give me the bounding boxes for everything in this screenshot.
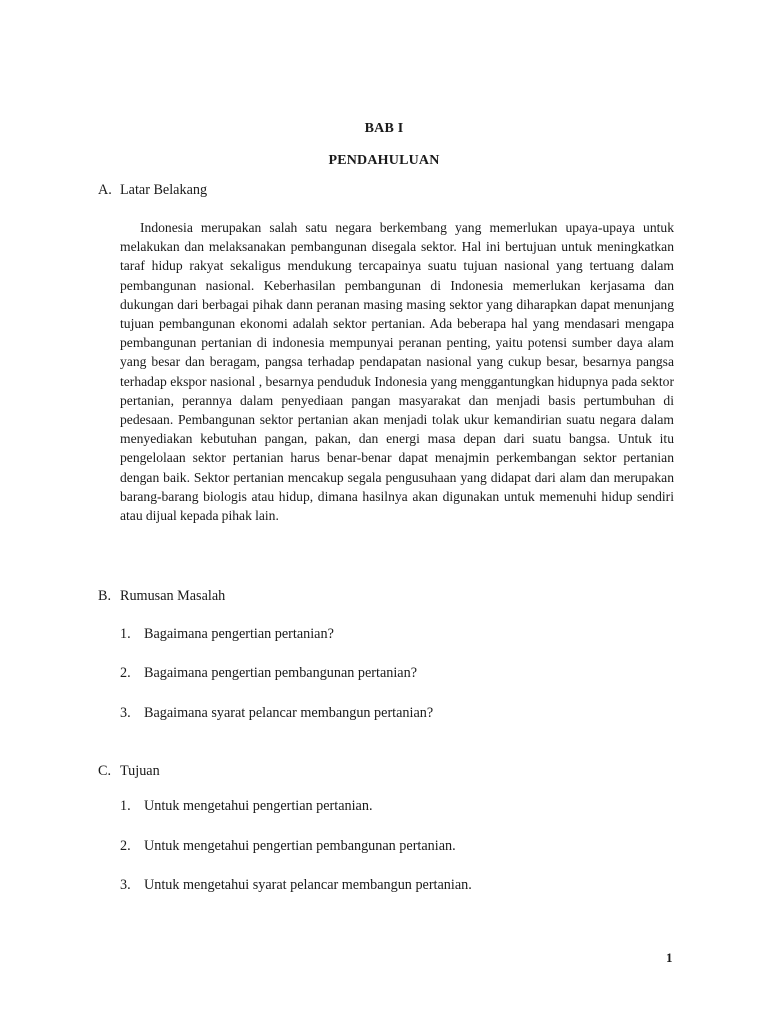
chapter-title: PENDAHULUAN [328,153,440,168]
objective-item [120,837,456,856]
section-c-marker: C. [98,763,112,779]
problem-item-text: Bagaimana pengertian pertanian? [144,626,334,642]
problem-item [120,625,334,644]
section-c-heading [98,762,160,781]
objective-item-number: 2. [120,838,131,854]
objective-item-number: 3. [120,877,131,893]
objective-item [120,797,373,816]
objective-item-text: Untuk mengetahui syarat pelancar membangun pertanian. [144,877,472,893]
section-a-heading [98,181,207,200]
section-a-title: Latar Belakang [120,182,208,198]
problem-item-number: 1. [120,626,131,642]
problem-item-text: Bagaimana syarat pelancar membangun pertanian? [144,705,434,721]
section-b-title: Rumusan Masalah [120,588,226,604]
problem-item [120,704,433,723]
page-number: 1 [666,950,673,965]
problem-item-number: 3. [120,705,131,721]
section-a-marker: A. [98,182,112,198]
background-paragraph: Indonesia merupakan salah satu negara berkembang yang memerlukan upaya-upaya untuk melakukan dan melaksanakan pembangunan disegala sektor. Hal ini bertujuan untuk meningkatkan taraf hidup rakyat sekaligus mendukung tercapainya suatu tujuan nasional yang tertuang dalam pembangunan nasional. Keberhasilan pembangunan di Indonesia memerlukan kerjasama dan dukungan dari berbagai pihak dann peranan masing masing sektor yang diharapkan dapat menunjang tujuan pembangunan ekonomi adalah sektor pertanian. Ada beberapa hal yang mendasari mengapa pembangunan pertanian di indonesia mempunyai peranan penting, yaitu potensi sumber daya alam yang besar dan beragam, pangsa terhadap pendapatan nasional yang cukup besar, besarnya pangsa terhadap ekspor nasional , besarnya penduduk Indonesia yang menggantungkan hidupnya pada sektor pertanian, perannya dalam penyediaan pangan masyarakat dan menjadi basis pertumbuhan di pedesaan. Pembangunan sektor pertanian akan menjadi tolak ukur kemandirian suatu negara dalam menyediakan kebutuhan pangan, pakan, dan energi masa depan dari suatu bangsa. Untuk itu pengelolaan sektor pertanian harus benar-benar dapat menajmin perkembangan sektor pertanian dengan baik. Sektor pertanian mencakup segala pengusuhaan yang didapat dari alam dan merupakan barang-barang biologis atau hidup, dimana hasilnya akan digunakan untuk memenuhi hidup sendiri atau dijual kepada pihak lain. [120,220,674,524]
problem-item-number: 2. [120,665,131,681]
objective-item [120,876,472,895]
objective-item-text: Untuk mengetahui pengertian pertanian. [144,798,373,814]
problem-item-text: Bagaimana pengertian pembangunan pertanian? [144,665,417,681]
objective-item-text: Untuk mengetahui pengertian pembangunan pertanian. [144,838,456,854]
section-c-title: Tujuan [120,763,160,779]
objective-item-number: 1. [120,798,131,814]
chapter-label: BAB I [364,121,404,136]
section-b-marker: B. [98,588,112,604]
section-b-heading [98,587,225,606]
problem-item [120,664,417,683]
